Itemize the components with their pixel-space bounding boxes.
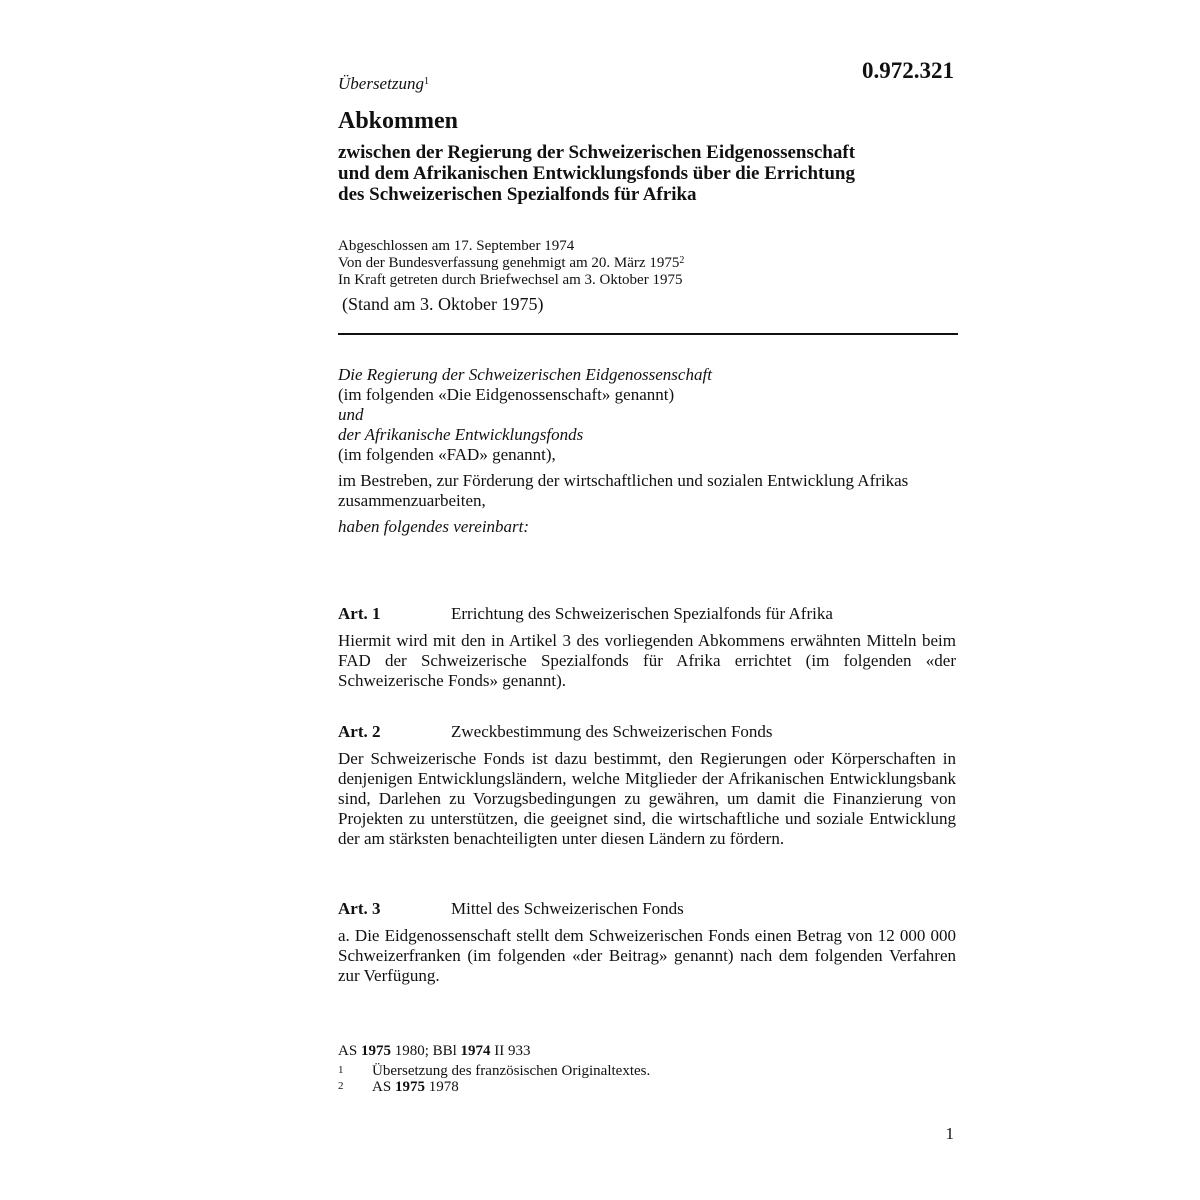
footnote-mark: 2 (338, 1080, 344, 1092)
footnote-year: 1975 (394, 1079, 425, 1095)
preamble-agreement: haben folgendes vereinbart: (338, 517, 530, 536)
article-heading (338, 899, 956, 919)
article-title: Zweckbestimmung des Schweizerischen Fonds (451, 722, 773, 741)
approval-date (338, 255, 958, 272)
footnote-1 (338, 1063, 956, 1079)
party-1: Die Regierung der Schweizerischen Eidgenossenschaft (338, 365, 712, 384)
article-2 (338, 722, 956, 849)
party-1-note: (im folgenden «Die Eidgenossenschaft» genannt) (338, 385, 675, 404)
article-text: Hiermit wird mit den in Artikel 3 des vorliegenden Abkommens erwähnten Mitteln beim FAD der Schweizerische Spezialfonds für Afrika errichtet (im folgenden «der Schweizerische Fonds» genannt). (338, 631, 956, 690)
article-number: Art. 1 (338, 604, 381, 623)
article-heading (338, 604, 956, 624)
document-meta (338, 238, 958, 289)
translation-label (338, 74, 429, 94)
footnote-ref-1[interactable]: 1 (423, 76, 429, 87)
party-2: der Afrikanische Entwicklungsfonds (338, 425, 584, 444)
preamble (338, 365, 956, 537)
subtitle-line: und dem Afrikanischen Entwicklungsfonds über die Errichtung (338, 163, 855, 184)
article-3 (338, 899, 956, 986)
article-number: Art. 3 (338, 899, 381, 918)
footnote-mark: 1 (338, 1064, 344, 1076)
in-force-date: In Kraft getreten durch Briefwechsel am 3. Oktober 1975 (338, 272, 683, 288)
footnote-prefix: AS (372, 1079, 392, 1095)
document-subtitle (338, 142, 958, 205)
source-page: 1980; BBl (394, 1043, 457, 1059)
status-date: (Stand am 3. Oktober 1975) (342, 294, 544, 314)
sr-number: 0.972.321 (862, 58, 954, 83)
article-number: Art. 2 (338, 722, 381, 741)
source-prefix: AS (338, 1043, 358, 1059)
horizontal-rule (338, 333, 958, 335)
footnote-ref-2[interactable]: 2 (679, 255, 685, 266)
source-year: 1975 (360, 1043, 391, 1059)
party-2-note: (im folgenden «FAD» genannt), (338, 445, 556, 464)
article-text: Der Schweizerische Fonds ist dazu bestimmt, den Regierungen oder Körperschaften in denjenigen Entwicklungsländern, welche Mitglieder der Afrikanischen Entwicklungsbank sind, Darlehen zu Vorzugsbedingungen zu gewähren, um damit die Finanzierung von Projekten zu unterstützen, die geeignet sind, die wirtschaftliche und soziale Entwicklung der am stärksten benachteiligten unter diesen Ländern zu fördern. (338, 749, 956, 848)
article-title: Mittel des Schweizerischen Fonds (451, 899, 684, 918)
approval-date-text: Von der Bundesverfassung genehmigt am 20. März 1975 (338, 255, 680, 271)
footnote-page: 1978 (428, 1079, 459, 1095)
conjunction: und (338, 405, 364, 424)
page-number: 1 (945, 1124, 954, 1143)
concluded-date: Abgeschlossen am 17. September 1974 (338, 238, 575, 254)
article-title: Errichtung des Schweizerischen Spezialfonds für Afrika (451, 604, 833, 623)
article-text: a. Die Eidgenossenschaft stellt dem Schweizerischen Fonds einen Betrag von 12 000 000 Schweizerfranken (im folgenden «der Beitrag» genannt) nach dem folgenden Verfahren zur Verfügung. (338, 926, 956, 985)
document-title: Abkommen (338, 108, 459, 134)
article-1 (338, 604, 956, 691)
source-reference (338, 1043, 956, 1059)
footnote-text (372, 1079, 459, 1095)
translation-label-text: Übersetzung (338, 74, 424, 93)
footnote-2 (338, 1079, 956, 1095)
source-year: 1974 (460, 1043, 491, 1059)
preamble-purpose: im Bestreben, zur Förderung der wirtschaftlichen und sozialen Entwicklung Afrikas zusammenzuarbeiten, (338, 471, 909, 510)
source-page: II 933 (494, 1043, 531, 1059)
subtitle-line: zwischen der Regierung der Schweizerischen Eidgenossenschaft (338, 142, 856, 163)
subtitle-line: des Schweizerischen Spezialfonds für Afrika (338, 184, 697, 205)
article-heading (338, 722, 956, 742)
footnote-text: Übersetzung des französischen Originaltextes. (372, 1063, 651, 1079)
footnotes (338, 1043, 956, 1095)
